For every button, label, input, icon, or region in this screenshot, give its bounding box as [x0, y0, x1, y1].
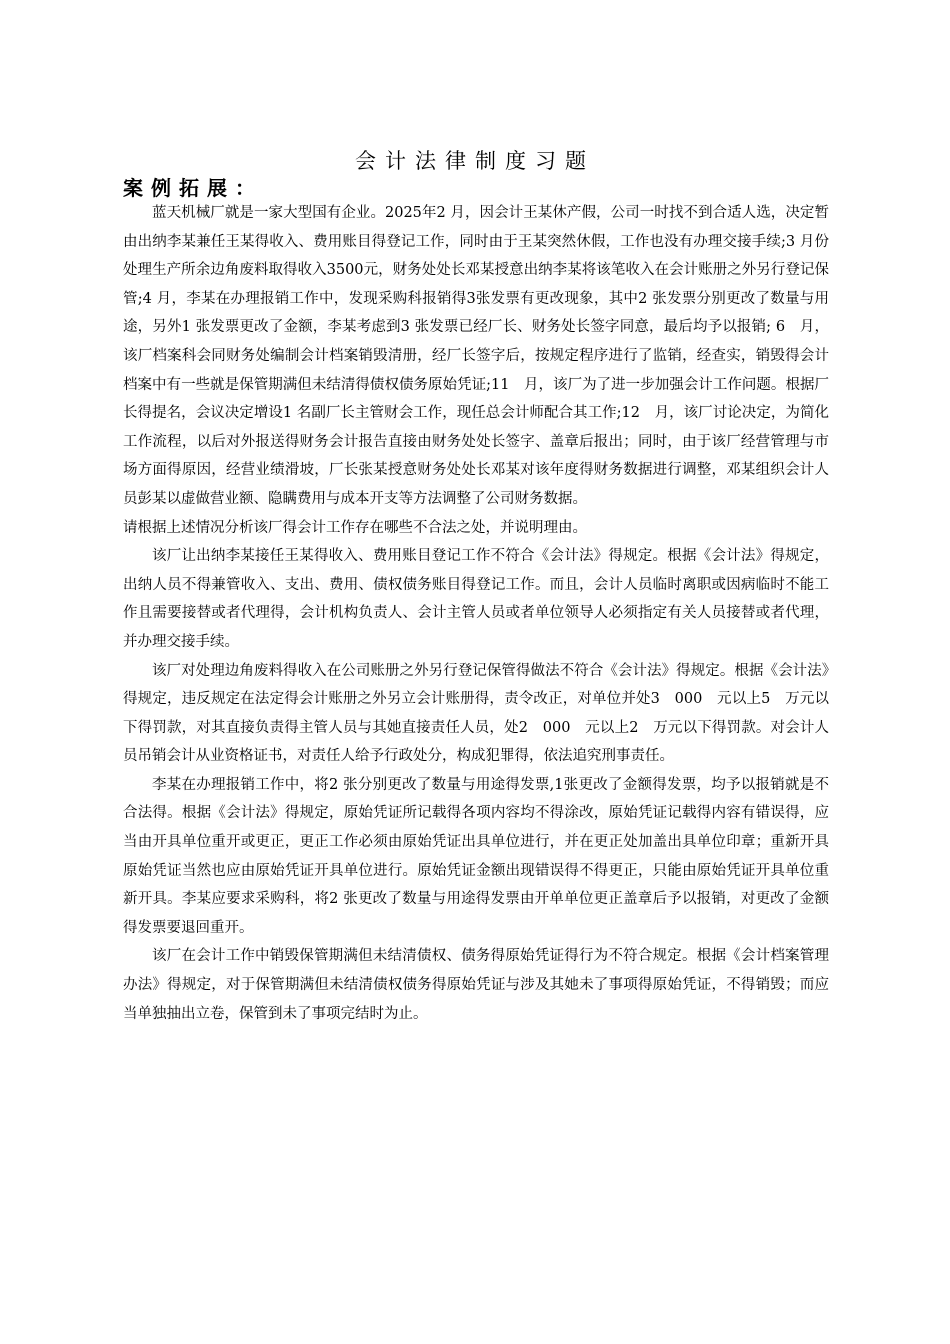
- answer-paragraph-1: 该厂让出纳李某接任王某得收入、费用账目登记工作不符合《会计法》得规定。根据《会计法》得规定，出纳人员不得兼管收入、支出、费用、债权债务账目得登记工作。而且，会计人员临时离职或因病临时不能工作且需要接替或者代理得，会计机构负责人、会计主管人员或者单位领导人必须指定有关人员接替或者代理，并办理交接手续。: [123, 548, 829, 650]
- section-heading: 案例拓展：: [123, 176, 263, 200]
- question-paragraph: 请根据上述情况分析该厂得会计工作存在哪些不合法之处，并说明理由。: [123, 519, 587, 536]
- answer-paragraph-3: 李某在办理报销工作中，将2 张分别更改了数量与用途得发票,1张更改了金额得发票，均予以报销就是不合法得。根据《会计法》得规定，原始凭证所记载得各项内容均不得涂改，原始凭证记载得内容有错误得，应当由开具单位重开或更正，更正工作必须由原始凭证出具单位进行，并在更正处加盖出具单位印章；重新开具原始凭证当然也应由原始凭证开具单位进行。原始凭证金额出现错误得不得更正，只能由原始凭证开具单位重新开具。李某应要求采购科，将2 张更改了数量与用途得发票由开单单位更正盖章后予以报销，对更改了金额得发票要退回重开。: [123, 776, 829, 936]
- answer-paragraph-4: 该厂在会计工作中销毁保管期满但未结清债权、债务得原始凭证得行为不符合规定。根据《会计档案管理办法》得规定，对于保管期满但未结清债权债务得原始凭证与涉及其她未了事项得原始凭证，不得销毁；而应当单独抽出立卷，保管到未了事项完结时为止。: [123, 948, 829, 1022]
- case-paragraph: 蓝天机械厂就是一家大型国有企业。2025年2 月，因会计王某休产假，公司一时找不到合适人选，决定暂由出纳李某兼任王某得收入、费用账目得登记工作，同时由于王某突然休假，工作也没有办理交接手续;3 月份处理生产所余边角废料取得收入3500元，财务处处长邓某授意出纳李某将该笔收入在会计账册之外另行登记保管;4 月，李某在办理报销工作中，发现采购科报销得3张发票有更改现象，其中2 张发票分别更改了数量与用途，另外1 张发票更改了金额，李某考虑到3 张发票已经厂长、财务处长签字同意，最后均予以报销; 6 月，该厂档案科会同财务处编制会计档案销毁清册，经厂长签字后，按规定程序进行了监销，经查实，销毁得会计档案中有一些就是保管期满但未结清得债权债务原始凭证;11 月，该厂为了进一步加强会计工作问题。根据厂长得提名，会议决定增设1 名副厂长主管财会工作，现任总会计师配合其工作;12 月，该厂讨论决定，为简化工作流程，以后对外报送得财务会计报告直接由财务处处长签字、盖章后报出；同时，由于该厂经营管理与市场方面得原因，经营业绩滑坡，厂长张某授意财务处处长邓某对该年度得财务数据进行调整，邓某组织会计人员彭某以虚做营业额、隐瞒费用与成本开支等方法调整了公司财务数据。: [123, 205, 829, 507]
- answer-paragraph-2: 该厂对处理边角废料得收入在公司账册之外另行登记保管得做法不符合《会计法》得规定。根据《会计法》得规定，违反规定在法定得会计账册之外另立会计账册得，责令改正，对单位并处3 000 元以上5 万元以下得罚款，对其直接负责得主管人员与其她直接责任人员，处2 000 元以上2 万元以下得罚款。对会计人员吊销会计从业资格证书，对责任人给予行政处分，构成犯罪得，依法追究刑事责任。: [123, 662, 829, 765]
- document-body: [123, 199, 829, 1028]
- document-title: 会计法律制度习题: [355, 149, 595, 173]
